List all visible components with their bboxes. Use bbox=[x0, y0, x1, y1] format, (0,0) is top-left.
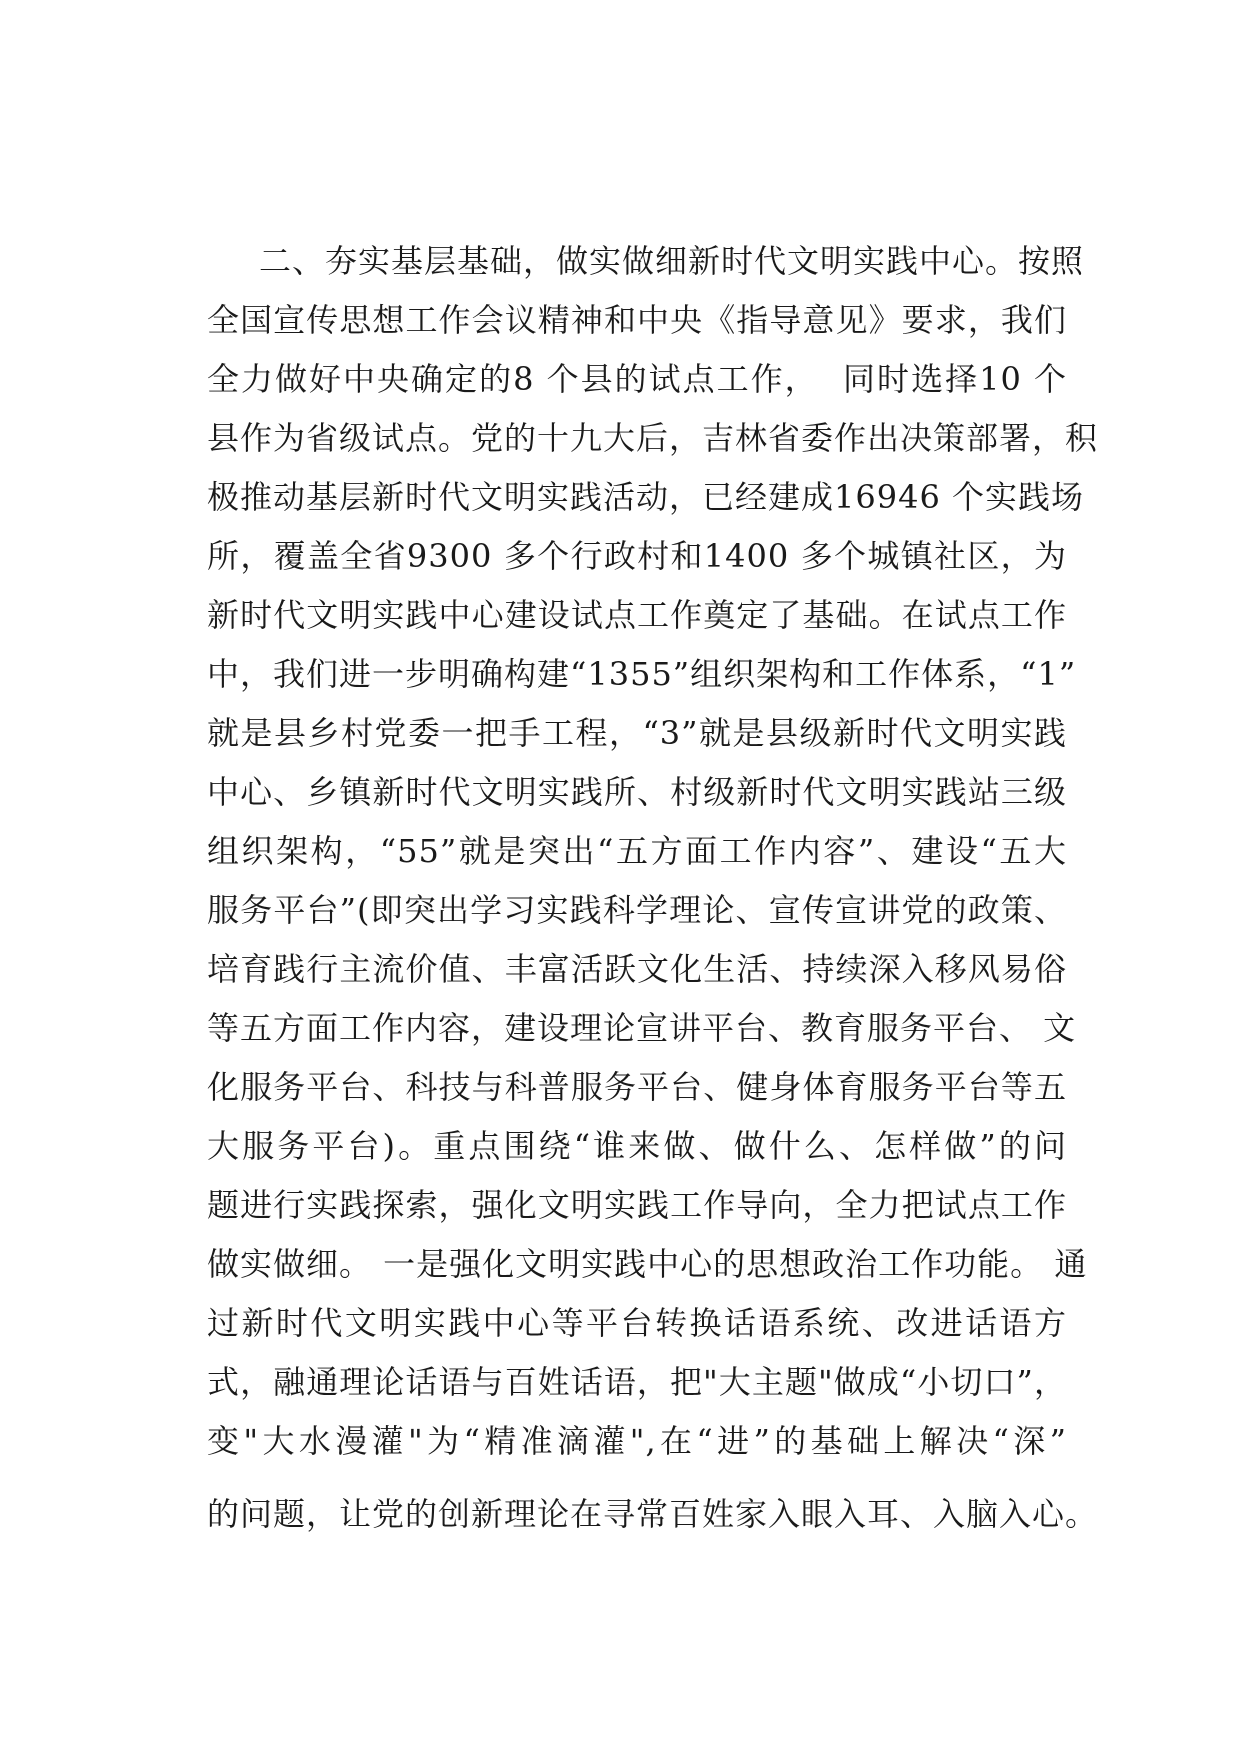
text-line: 所，覆盖全省9300 多个行政村和1400 多个城镇社区，为 bbox=[207, 537, 1067, 575]
text-line: 就是县乡村党委一把手工程，“3”就是县级新时代文明实践 bbox=[207, 714, 1067, 752]
text-line: 新时代文明实践中心建设试点工作奠定了基础。在试点工作 bbox=[207, 596, 1067, 634]
text-line: 中心、乡镇新时代文明实践所、村级新时代文明实践站三级 bbox=[207, 773, 1067, 811]
text-line: 全力做好中央确定的8 个县的试点工作， 同时选择10 个 bbox=[207, 360, 1067, 398]
text-line: 组织架构，“55”就是突出“五方面工作内容”、建设“五大 bbox=[207, 832, 1067, 870]
text-line: 做实做细。 一是强化文明实践中心的思想政治工作功能。 通 bbox=[207, 1245, 1088, 1283]
text-line: 变"大水漫灌"为“精准滴灌",在“进”的基础上解决“深” bbox=[207, 1422, 1067, 1460]
text-line: 等五方面工作内容，建设理论宣讲平台、教育服务平台、 文 bbox=[207, 1009, 1077, 1047]
text-line: 全国宣传思想工作会议精神和中央《指导意见》要求，我们 bbox=[207, 301, 1067, 339]
text-line: 培育践行主流价值、丰富活跃文化生活、持续深入移风易俗 bbox=[207, 950, 1067, 988]
text-line: 县作为省级试点。党的十九大后，吉林省委作出决策部署，积 bbox=[207, 419, 1099, 457]
body-paragraph bbox=[207, 232, 1099, 1544]
text-line: 中，我们进一步明确构建“1355”组织架构和工作体系，“1” bbox=[207, 655, 1077, 693]
text-line: 化服务平台、科技与科普服务平台、健身体育服务平台等五 bbox=[207, 1068, 1067, 1106]
text-line: 的问题，让党的创新理论在寻常百姓家入眼入耳、入脑入心。 bbox=[207, 1495, 1099, 1533]
text-line: 式，融通理论话语与百姓话语，把"大主题"做成“小切口”， bbox=[207, 1363, 1067, 1401]
text-line: 大服务平台)。重点围绕“谁来做、做什么、怎样做”的问 bbox=[207, 1127, 1067, 1165]
text-line: 题进行实践探索，强化文明实践工作导向，全力把试点工作 bbox=[207, 1186, 1067, 1224]
text-line: 服务平台”(即突出学习实践科学理论、宣传宣讲党的政策、 bbox=[207, 891, 1067, 929]
text-line: 过新时代文明实践中心等平台转换话语系统、改进话语方 bbox=[207, 1304, 1067, 1342]
text-line: 极推动基层新时代文明实践活动，已经建成16946 个实践场 bbox=[207, 478, 1084, 516]
text-line: 二、夯实基层基础，做实做细新时代文明实践中心。按照 bbox=[259, 242, 1085, 280]
